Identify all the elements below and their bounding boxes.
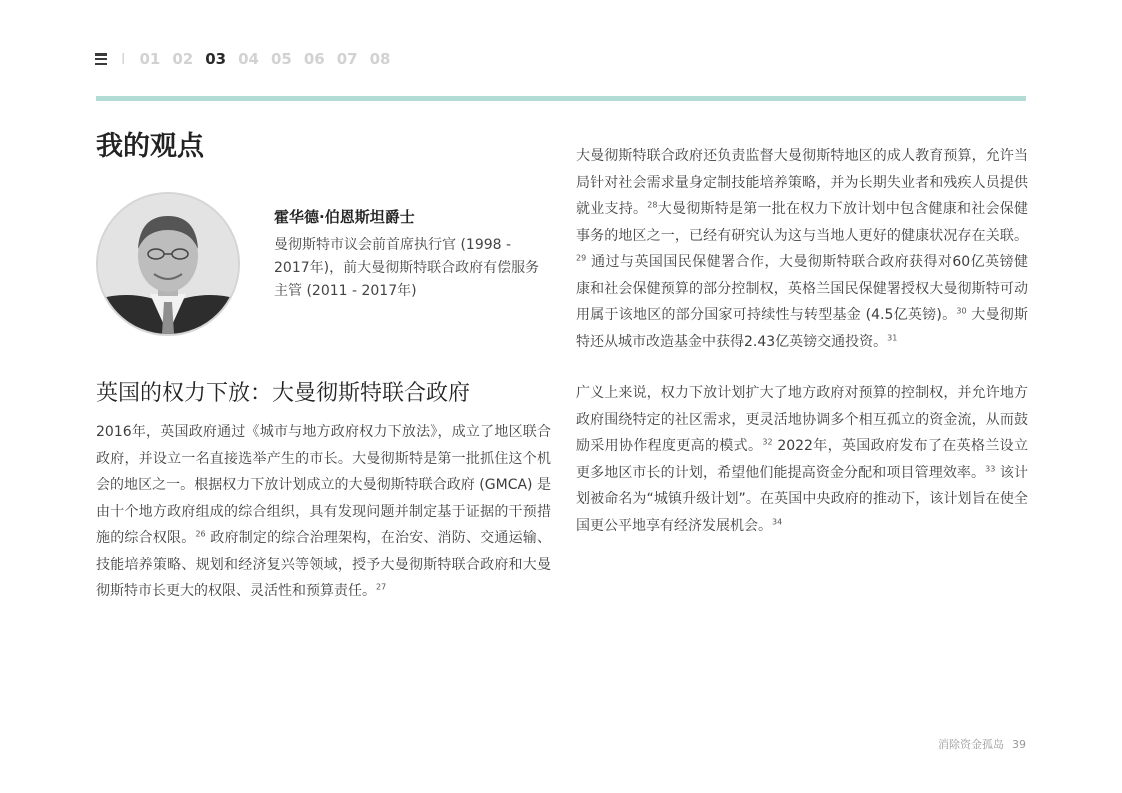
text-run: 政府制定的综合治理架构，在治安、消防、交通运输、技能培养策略、规划和经济复兴等领域，授予大曼彻斯特联合政府和大曼彻斯特市长更大的权限、灵活性和预算责任。 xyxy=(96,530,551,599)
text-run: 广义上来说，权力下放计划扩大了地方政府对预算的控制权，并允许地方政府围绕特定的社区需求，更灵活地协调多个相互孤立的资金流，从而鼓励采用协作程度更高的模式。 xyxy=(576,385,1028,454)
portrait-image xyxy=(98,194,238,334)
nav-page-08[interactable]: 08 xyxy=(369,50,391,68)
nav-page-04[interactable]: 04 xyxy=(238,50,259,68)
nav-page-01[interactable]: 01 xyxy=(139,50,161,68)
nav-page-02[interactable]: 02 xyxy=(172,50,194,68)
text-run: 2016年，英国政府通过《城市与地方政府权力下放法》，成立了地区联合政府，并设立一名直接选举产生的市长。大曼彻斯特是第一批抓住这个机会的地区之一。根据权力下放计划成立的大曼彻斯特联合政府 (GMCA) 是由十个地方政府组成的综合组织，具有发现问题并制定基于证据的干预措施的综合权限。 xyxy=(96,424,551,546)
footnote-ref[interactable]: 34 xyxy=(772,516,783,526)
footnote-ref[interactable]: 31 xyxy=(887,332,898,342)
header-rule xyxy=(96,96,1026,101)
footer-title: 消除资金孤岛 xyxy=(938,738,1004,751)
right-column xyxy=(576,143,1028,539)
person-role: 曼彻斯特市议会前首席执行官 (1998 - 2017年)，前大曼彻斯特联合政府有偿服务主管 (2011 - 2017年) xyxy=(274,237,540,299)
footnote-ref[interactable]: 28 xyxy=(647,200,658,210)
footnote-ref[interactable]: 32 xyxy=(762,437,773,447)
nav-separator: I xyxy=(121,50,126,68)
text-run: 通过与英国国民保健署合作，大曼彻斯特联合政府获得对60亿英镑健康和社会保健预算的部分控制权，英格兰国民保健署授权大曼彻斯特可动用属于该地区的部分国家可持续性与转型基金 (4.5亿英镑)。 xyxy=(576,254,1028,323)
footnote-ref[interactable]: 26 xyxy=(195,529,206,539)
footnote-ref[interactable]: 30 xyxy=(956,306,967,316)
footnote-ref[interactable]: 33 xyxy=(985,463,996,473)
footnote-ref[interactable]: 27 xyxy=(376,582,387,592)
avatar xyxy=(96,192,240,336)
nav-page-05[interactable]: 05 xyxy=(270,50,292,68)
profile-text xyxy=(274,206,550,303)
right-paragraph-2 xyxy=(576,380,1028,539)
section-heading: 英国的权力下放：大曼彻斯特联合政府 xyxy=(96,381,471,406)
text-run: 大曼彻斯特还从城市改造基金中获得2.43亿英镑交通投资。 xyxy=(576,307,1029,350)
right-paragraph-1 xyxy=(576,143,1028,355)
profile-block xyxy=(96,192,551,352)
left-paragraph xyxy=(96,419,551,605)
nav-page-07[interactable]: 07 xyxy=(336,50,358,68)
menu-icon[interactable] xyxy=(95,53,107,65)
footnote-ref[interactable]: 29 xyxy=(576,253,587,263)
page-number: 39 xyxy=(1012,738,1026,751)
text-run: 2022年，英国政府发布了在英格兰设立更多地区市长的计划，希望他们能提高资金分配和项目管理效率。 xyxy=(576,438,1028,481)
text-run: 该计划被命名为“城镇升级计划”。在英国中央政府的推动下，该计划旨在使全国更公平地享有经济发展机会。 xyxy=(576,464,1028,534)
text-run: 大曼彻斯特联合政府还负责监督大曼彻斯特地区的成人教育预算，允许当局针对社会需求量身定制技能培养策略，并为长期失业者和残疾人员提供就业支持。 xyxy=(576,148,1028,217)
person-name: 霍华德·伯恩斯坦爵士 xyxy=(274,208,415,226)
nav-page-03[interactable]: 03 xyxy=(205,50,227,68)
page-title: 我的观点 xyxy=(96,131,204,162)
text-run: 大曼彻斯特是第一批在权力下放计划中包含健康和社会保健事务的地区之一，已经有研究认为这与当地人更好的健康状况存在关联。 xyxy=(576,201,1029,244)
chapter-nav xyxy=(95,48,402,70)
left-column xyxy=(96,128,551,605)
nav-page-06[interactable]: 06 xyxy=(303,50,325,68)
page-footer xyxy=(938,736,1026,752)
